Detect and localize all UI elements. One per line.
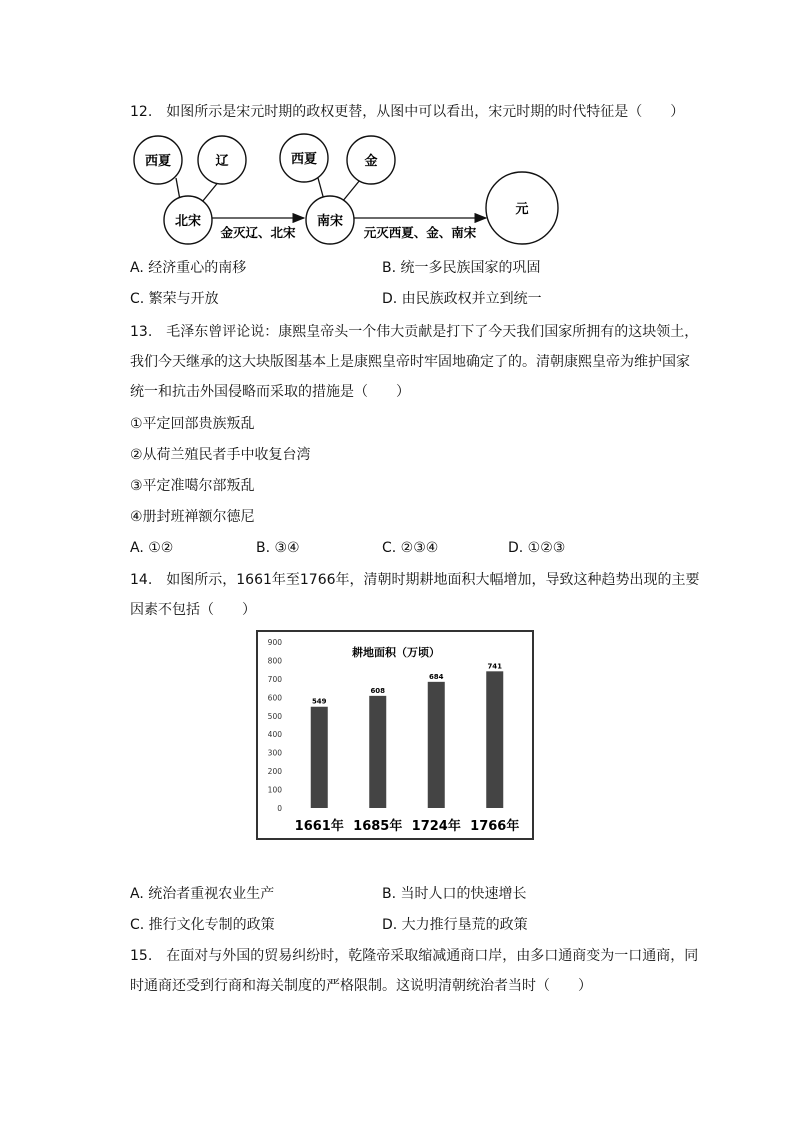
q13-item-4: ④册封班禅额尔德尼 bbox=[130, 509, 255, 525]
bar-1724年 bbox=[428, 682, 445, 808]
y-tick-label: 500 bbox=[267, 711, 282, 721]
data-label: 549 bbox=[311, 697, 327, 706]
q15-stem-line1: 15. 在面对与外国的贸易纠纷时，乾隆帝采取缩减通商口岸，由多口通商变为一口通商，同 bbox=[130, 948, 699, 964]
label-beisong: 北宋 bbox=[174, 214, 202, 229]
q14-option-d[interactable]: D. 大力推行垦荒的政策 bbox=[382, 917, 528, 933]
arrow1-label: 金灭辽、北宋 bbox=[220, 225, 296, 240]
arrow2-label: 元灭西夏、金、南宋 bbox=[363, 225, 477, 240]
q13-option-a[interactable]: A. ①② bbox=[130, 540, 174, 556]
q13-option-b[interactable]: B. ③④ bbox=[256, 540, 300, 556]
q13-item-2: ②从荷兰殖民者手中收复台湾 bbox=[130, 447, 311, 463]
y-tick-label: 300 bbox=[267, 748, 282, 758]
label-xixia-2: 西夏 bbox=[290, 152, 318, 167]
bar-1661年 bbox=[311, 707, 328, 808]
y-tick-label: 600 bbox=[267, 693, 282, 703]
label-yuan: 元 bbox=[515, 202, 529, 217]
label-xixia-1: 西夏 bbox=[144, 154, 172, 169]
q13-stem-line1: 13. 毛泽东曾评论说：康熙皇帝头一个伟大贡献是打下了今天我们国家所拥有的这块领土， bbox=[130, 324, 699, 340]
q14-option-c[interactable]: C. 推行文化专制的政策 bbox=[130, 917, 275, 933]
y-tick-label: 200 bbox=[267, 767, 282, 777]
q13-option-d[interactable]: D. ①②③ bbox=[508, 540, 566, 556]
q14-stem-line2: 因素不包括（ ） bbox=[130, 602, 256, 618]
farmland-bar-chart bbox=[258, 632, 532, 838]
x-category-label: 1685年 bbox=[353, 819, 403, 834]
data-label: 741 bbox=[487, 662, 503, 671]
q14-option-a[interactable]: A. 统治者重视农业生产 bbox=[130, 886, 275, 902]
q13-item-3: ③平定准噶尔部叛乱 bbox=[130, 478, 255, 494]
data-label: 608 bbox=[370, 686, 386, 695]
y-tick-label: 800 bbox=[267, 656, 282, 666]
label-liao: 辽 bbox=[215, 154, 229, 169]
q12-option-a[interactable]: A. 经济重心的南移 bbox=[130, 260, 247, 276]
q12-option-d[interactable]: D. 由民族政权并立到统一 bbox=[382, 291, 542, 307]
label-jin: 金 bbox=[364, 154, 378, 169]
q12-option-b[interactable]: B. 统一多民族国家的巩固 bbox=[382, 260, 541, 276]
q12-stem: 12. 如图所示是宋元时期的政权更替，从图中可以看出，宋元时期的时代特征是（ ） bbox=[130, 104, 685, 120]
y-tick-label: 100 bbox=[267, 785, 282, 795]
q13-option-c[interactable]: C. ②③④ bbox=[382, 540, 439, 556]
q13-stem-line2: 我们今天继承的这大块版图基本上是康熙皇帝时牢固地确定了的。清朝康熙皇帝为维护国家 bbox=[130, 354, 690, 370]
label-nansong: 南宋 bbox=[316, 214, 344, 229]
data-label: 684 bbox=[428, 672, 444, 681]
q12-option-c[interactable]: C. 繁荣与开放 bbox=[130, 291, 219, 307]
bar-1766年 bbox=[486, 671, 503, 808]
x-category-label: 1724年 bbox=[411, 819, 461, 834]
q13-stem-line3: 统一和抗击外国侵略而采取的措施是（ ） bbox=[130, 384, 410, 400]
y-tick-label: 900 bbox=[267, 638, 282, 647]
q14-option-b[interactable]: B. 当时人口的快速增长 bbox=[382, 886, 527, 902]
y-tick-label: 400 bbox=[267, 730, 282, 740]
chart-title: 耕地面积（万顷） bbox=[352, 646, 440, 659]
bar-1685年 bbox=[369, 696, 386, 808]
q15-stem-line2: 时通商还受到行商和海关制度的严格限制。这说明清朝统治者当时（ ） bbox=[130, 978, 592, 994]
q13-item-1: ①平定回部贵族叛乱 bbox=[130, 416, 255, 432]
regime-change-diagram bbox=[128, 132, 568, 252]
x-category-label: 1661年 bbox=[294, 819, 344, 834]
x-category-label: 1766年 bbox=[470, 819, 520, 834]
y-tick-label: 700 bbox=[267, 674, 282, 684]
y-tick-label: 0 bbox=[277, 804, 282, 813]
q14-stem-line1: 14. 如图所示，1661年至1766年，清朝时期耕地面积大幅增加，导致这种趋势出现的主要 bbox=[130, 572, 700, 588]
farmland-chart-frame bbox=[256, 630, 534, 840]
